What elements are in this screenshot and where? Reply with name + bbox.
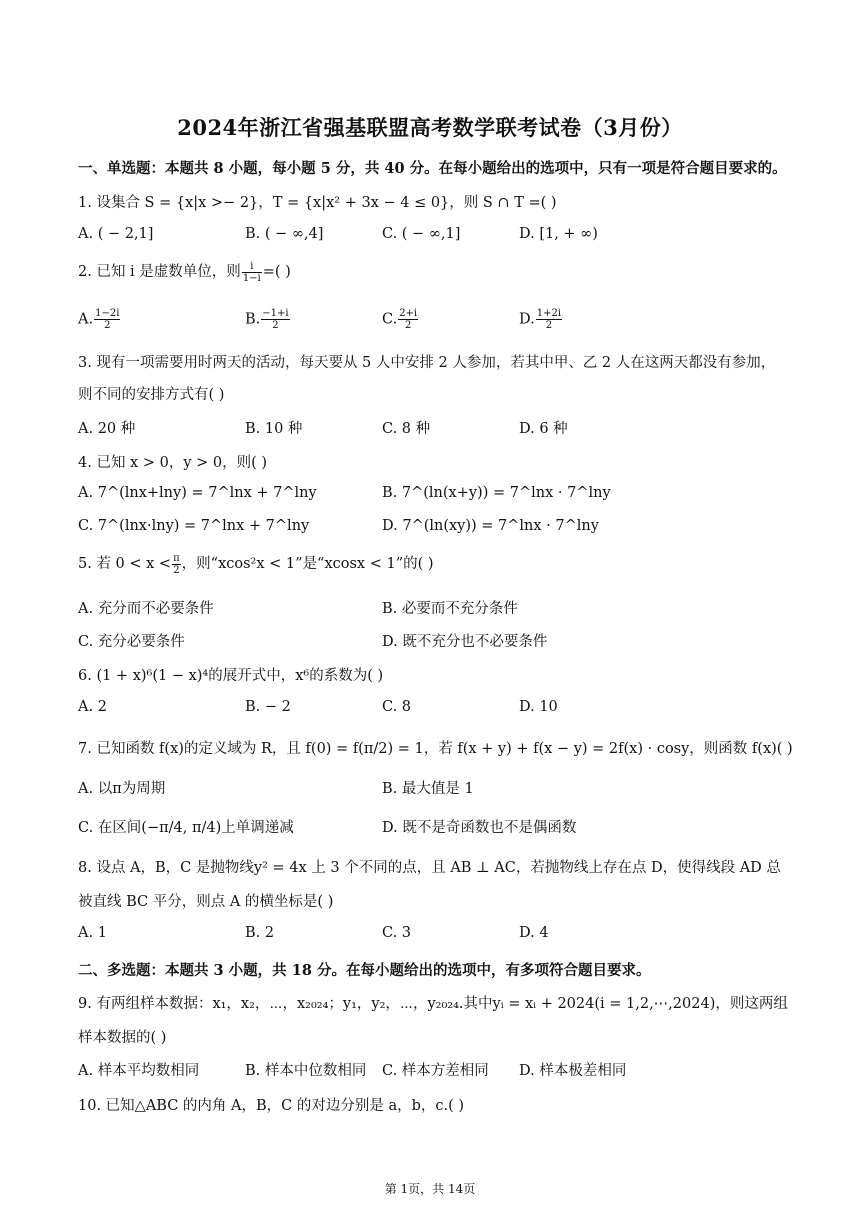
option-label: D.: [519, 311, 535, 328]
page-title: 2024年浙江省强基联盟高考数学联考试卷（3月份）: [177, 115, 683, 140]
question-3-line-1: 3. 现有一项需要用时两天的活动，每天要从 5 人中安排 2 人参加，若其中甲、乙 2 人在这两天都没有参加，: [78, 355, 776, 371]
question-3-option-c: C. 8 种: [382, 421, 431, 437]
question-6-option-d: D. 10: [519, 699, 558, 715]
fraction-numerator: 2+i: [399, 308, 418, 319]
question-1-option-b: B. ( − ∞,4]: [245, 226, 324, 242]
question-8-option-b: B. 2: [245, 925, 275, 941]
question-5-stem-prefix: 5. 若 0 < x <: [78, 556, 172, 572]
question-3-option-d: D. 6 种: [519, 421, 568, 437]
question-8-line-2: 被直线 BC 平分，则点 A 的横坐标是( ): [78, 894, 334, 910]
question-9-line-1: 9. 有两组样本数据：x₁，x₂，⋯，x₂₀₂₄；y₁，y₂，⋯，y₂₀₂₄.其中yᵢ = xᵢ + 2024(i = 1,2,⋯,2024)，则这两组: [78, 996, 788, 1012]
question-3-option-a: A. 20 种: [78, 421, 136, 437]
fraction-denominator: 2: [545, 320, 553, 331]
fraction-numerator: i: [242, 261, 262, 273]
question-10-stem: 10. 已知△ABC 的内角 A，B，C 的对边分别是 a，b，c.( ): [78, 1098, 465, 1114]
question-8-option-d: D. 4: [519, 925, 549, 941]
question-6-option-b: B. − 2: [245, 699, 291, 715]
fraction-denominator: 2: [104, 320, 111, 331]
question-3-option-b: B. 10 种: [245, 421, 303, 437]
question-4-option-c: C. 7^(lnx·lny) = 7^lnx + 7^lny: [78, 518, 310, 534]
question-9-option-c: C. 样本方差相同: [382, 1063, 489, 1079]
question-2-option-c: [382, 308, 419, 331]
question-5-option-c: C. 充分必要条件: [78, 634, 185, 650]
fraction-denominator: 2: [404, 320, 412, 331]
question-6-option-a: A. 2: [78, 699, 107, 715]
question-5-stem-suffix: ，则“xcos²x < 1”是“xcosx < 1”的( ): [181, 556, 434, 572]
question-1-stem: 1. 设集合 S = {x|x >− 2}，T = {x|x² + 3x − 4 ≤ 0}，则 S ∩ T =( ): [78, 195, 557, 211]
fraction-denominator: 2: [272, 320, 279, 331]
question-2-stem-suffix: =( ): [262, 264, 291, 280]
question-7-option-d: D. 既不是奇函数也不是偶函数: [382, 820, 577, 836]
question-8-option-a: A. 1: [78, 925, 107, 941]
page-footer: 第 1页，共 14页: [384, 1182, 476, 1196]
question-9-line-2: 样本数据的( ): [78, 1030, 167, 1046]
option-fraction: [94, 308, 120, 331]
option-fraction: [261, 308, 289, 331]
question-5-stem: [78, 552, 434, 576]
question-5-option-b: B. 必要而不充分条件: [382, 601, 518, 617]
question-2-option-d: [519, 308, 563, 331]
option-label: A.: [78, 311, 94, 328]
question-9-option-d: D. 样本极差相同: [519, 1063, 627, 1079]
question-2-stem-prefix: 2. 已知 i 是虚数单位，则: [78, 264, 241, 280]
question-1-option-d: D. [1, + ∞): [519, 226, 598, 242]
question-7-option-b: B. 最大值是 1: [382, 781, 474, 797]
question-7-option-a: A. 以π为周期: [78, 781, 166, 797]
question-2-stem: [78, 260, 291, 284]
fraction-denominator: 1−i: [242, 272, 261, 284]
section-heading-single-choice: 一、单选题：本题共 8 小题，每小题 5 分，共 40 分。在每小题给出的选项中，只有一项是符合题目要求的。: [78, 160, 787, 177]
question-5-fraction: [172, 553, 181, 576]
question-2-fraction: [242, 261, 262, 284]
question-6-stem: 6. (1 + x)⁶(1 − x)⁴的展开式中，x⁶的系数为( ): [78, 668, 384, 684]
question-5-option-d: D. 既不充分也不必要条件: [382, 634, 548, 650]
option-fraction: [398, 308, 418, 331]
question-4-stem: 4. 已知 x > 0，y > 0，则( ): [78, 455, 268, 471]
fraction-numerator: π: [173, 552, 180, 564]
fraction-numerator: 1+2i: [536, 308, 562, 319]
question-4-option-b: B. 7^(ln(x+y)) = 7^lnx · 7^lny: [382, 485, 611, 501]
question-1-option-c: C. ( − ∞,1]: [382, 226, 461, 242]
question-2-option-a: [78, 308, 121, 331]
question-1-option-a: A. ( − 2,1]: [78, 226, 154, 242]
fraction-numerator: −1+i: [262, 308, 289, 319]
question-8-option-c: C. 3: [382, 925, 412, 941]
fraction-denominator: 2: [173, 564, 180, 576]
question-6-option-c: C. 8: [382, 699, 412, 715]
option-label: C.: [382, 311, 398, 328]
question-9-option-b: B. 样本中位数相同: [245, 1063, 367, 1079]
question-8-line-1: 8. 设点 A，B，C 是抛物线y² = 4x 上 3 个不同的点，且 AB ⊥ AC，若抛物线上存在点 D，使得线段 AD 总: [78, 860, 781, 876]
option-fraction: [536, 308, 562, 331]
section-heading-multi-choice: 二、多选题：本题共 3 小题，共 18 分。在每小题给出的选项中，有多项符合题目要求。: [78, 962, 651, 979]
question-3-line-2: 则不同的安排方式有( ): [78, 387, 225, 403]
fraction-numerator: 1−2i: [95, 308, 120, 319]
question-7-option-c: C. 在区间(−π/4, π/4)上单调递减: [78, 820, 294, 836]
question-4-option-d: D. 7^(ln(xy)) = 7^lnx · 7^lny: [382, 518, 599, 534]
question-4-option-a: A. 7^(lnx+lny) = 7^lnx + 7^lny: [78, 485, 317, 501]
question-9-option-a: A. 样本平均数相同: [78, 1063, 200, 1079]
option-label: B.: [245, 311, 261, 328]
question-2-option-b: [245, 308, 291, 331]
question-7-stem: 7. 已知函数 f(x)的定义域为 R，且 f(0) = f(π/2) = 1，若 f(x + y) + f(x − y) = 2f(x) · cosy，则函数 f(x)( ): [78, 741, 793, 757]
question-5-option-a: A. 充分而不必要条件: [78, 601, 214, 617]
